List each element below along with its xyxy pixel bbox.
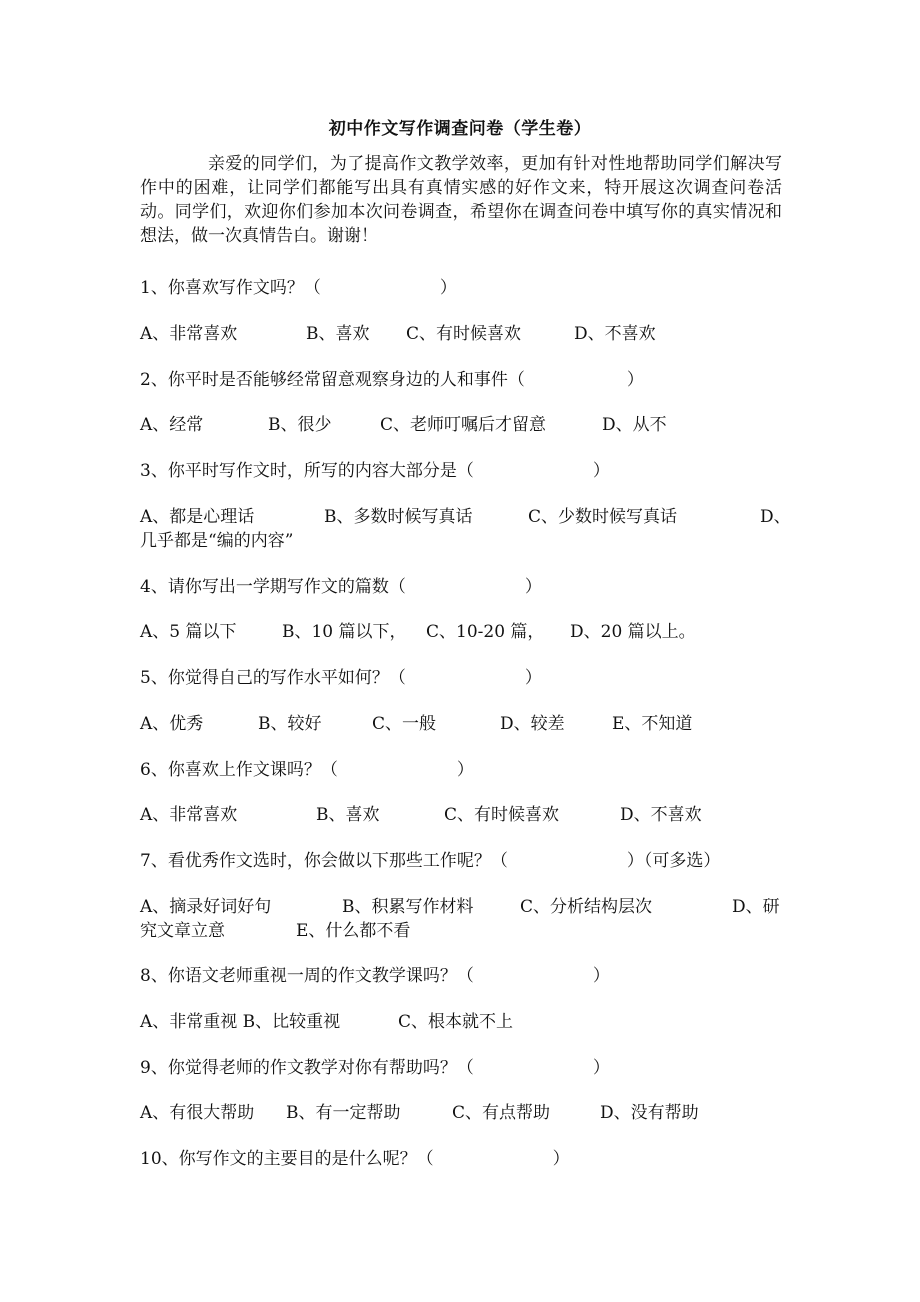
option-a: A、优秀 bbox=[140, 714, 204, 734]
option-a: A、摘录好词好句 bbox=[140, 897, 272, 917]
option-a: A、非常喜欢 bbox=[140, 805, 238, 825]
option-d: D、 bbox=[760, 507, 791, 527]
option-c: C、根本就不上 bbox=[398, 1012, 514, 1032]
option-d: D、从不 bbox=[602, 415, 667, 435]
option-c: C、10-20 篇， bbox=[426, 622, 545, 642]
option-b: B、积累写作材料 bbox=[342, 897, 474, 917]
option-a: A、5 篇以下 bbox=[140, 622, 237, 642]
option-b: B、有一定帮助 bbox=[286, 1103, 401, 1123]
option-c: C、少数时候写真话 bbox=[528, 507, 678, 527]
option-e: E、不知道 bbox=[612, 714, 693, 734]
question-10: 10、你写作文的主要目的是什么呢？（ ） bbox=[140, 1149, 570, 1169]
option-d: D、没有帮助 bbox=[600, 1103, 699, 1123]
option-a: A、经常 bbox=[140, 415, 204, 435]
question-5: 5、你觉得自己的写作水平如何？（ ） bbox=[140, 668, 542, 688]
question-7: 7、看优秀作文选时，你会做以下那些工作呢？（ ）（可多选） bbox=[140, 851, 721, 871]
intro-paragraph: 亲爱的同学们，为了提高作文教学效率，更加有针对性地帮助同学们解决写作中的困难，让同学们都能写出具有真情实感的好作文来，特开展这次调查问卷活动。同学们，欢迎你们参加本次问卷调查，希望你在调查问卷中填写你的真实情况和想法，做一次真情告白。谢谢！ bbox=[140, 154, 782, 246]
option-b: B、喜欢 bbox=[316, 805, 380, 825]
option-d: D、20 篇以上。 bbox=[570, 622, 696, 642]
option-c: C、有时候喜欢 bbox=[444, 805, 560, 825]
option-a: A、非常喜欢 bbox=[140, 324, 238, 344]
option-a: A、有很大帮助 bbox=[140, 1103, 255, 1123]
option-c: C、有点帮助 bbox=[452, 1103, 551, 1123]
question-1: 1、你喜欢写作文吗？（ ） bbox=[140, 278, 457, 298]
option-a-b: A、非常重视 B、比较重视 bbox=[140, 1012, 341, 1032]
options-8 bbox=[140, 1010, 790, 1034]
option-c: C、老师叮嘱后才留意 bbox=[380, 415, 547, 435]
option-b: B、很少 bbox=[268, 415, 332, 435]
page-title: 初中作文写作调查问卷（学生卷） bbox=[328, 119, 592, 139]
options-5 bbox=[140, 712, 790, 736]
option-b: B、较好 bbox=[258, 714, 322, 734]
option-d: D、不喜欢 bbox=[620, 805, 702, 825]
options-3 bbox=[140, 505, 790, 553]
option-d-continued: 究文章立意 bbox=[140, 921, 225, 941]
option-c: C、一般 bbox=[372, 714, 437, 734]
option-b: B、喜欢 bbox=[306, 324, 370, 344]
option-b: B、多数时候写真话 bbox=[324, 507, 473, 527]
option-e: E、什么都不看 bbox=[296, 921, 411, 941]
question-3: 3、你平时写作文时，所写的内容大部分是（ ） bbox=[140, 461, 610, 481]
question-8: 8、你语文老师重视一周的作文教学课吗？（ ） bbox=[140, 966, 610, 986]
option-d: D、不喜欢 bbox=[574, 324, 656, 344]
options-7 bbox=[140, 895, 790, 943]
question-4: 4、请你写出一学期写作文的篇数（ ） bbox=[140, 577, 542, 597]
question-2: 2、你平时是否能够经常留意观察身边的人和事件（ ） bbox=[140, 370, 644, 390]
option-a: A、都是心理话 bbox=[140, 507, 255, 527]
option-b: B、10 篇以下， bbox=[282, 622, 407, 642]
option-d: D、较差 bbox=[500, 714, 565, 734]
options-2 bbox=[140, 413, 790, 437]
option-c: C、分析结构层次 bbox=[520, 897, 653, 917]
options-9 bbox=[140, 1101, 790, 1125]
options-6 bbox=[140, 803, 790, 827]
option-c: C、有时候喜欢 bbox=[406, 324, 522, 344]
options-4 bbox=[140, 620, 790, 644]
option-d-continued: 几乎都是“编的内容” bbox=[140, 531, 294, 551]
options-1 bbox=[140, 322, 790, 346]
option-d: D、研 bbox=[732, 897, 780, 917]
question-9: 9、你觉得老师的作文教学对你有帮助吗？（ ） bbox=[140, 1058, 610, 1078]
question-6: 6、你喜欢上作文课吗？（ ） bbox=[140, 760, 474, 780]
